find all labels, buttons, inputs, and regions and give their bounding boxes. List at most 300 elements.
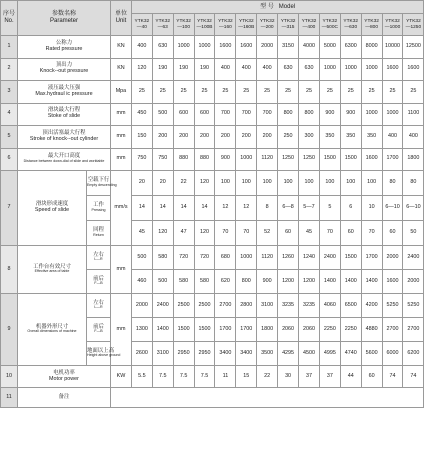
- value-cell: 2800: [236, 294, 257, 318]
- parameter-name-zh: 最大开口高度: [47, 153, 81, 160]
- value-cell: 2400: [152, 294, 173, 318]
- parameter-name-en: Speed of slide: [34, 207, 70, 213]
- sub-parameter-en: Return: [93, 232, 104, 237]
- value-cell: 5000: [319, 36, 340, 59]
- value-cell: 4060: [319, 294, 340, 318]
- value-cell: 1400: [152, 318, 173, 342]
- row-number: 2: [1, 58, 18, 81]
- value-cell: 3235: [278, 294, 299, 318]
- value-cell: 1120: [257, 246, 278, 270]
- model-name: YTK32: [406, 19, 421, 25]
- notes-label: [18, 388, 111, 408]
- model-name: YTK32: [176, 19, 191, 25]
- value-cell: 25: [215, 81, 236, 104]
- value-cell: 700: [236, 103, 257, 126]
- model-name: YTK32: [364, 19, 379, 25]
- model-header-cell: [257, 14, 278, 36]
- value-cell: 100: [215, 171, 236, 196]
- value-cell: 1500: [319, 148, 340, 171]
- value-cell: 50: [403, 221, 424, 246]
- value-cell: 1700: [236, 318, 257, 342]
- model-header-cell: [403, 14, 424, 36]
- value-cell: 25: [236, 81, 257, 104]
- unit-cell: KW: [111, 366, 132, 388]
- value-cell: 350: [340, 126, 361, 149]
- value-cell: 1000: [173, 36, 194, 59]
- value-cell: 750: [131, 148, 152, 171]
- model-name: YTK32: [385, 19, 400, 25]
- parameter-name-zh: 工作台有效尺寸: [33, 263, 71, 270]
- value-cell: 15: [236, 366, 257, 388]
- table-row: [1, 366, 424, 388]
- parameter-name-zh: 滑块形成速度: [35, 201, 69, 208]
- parameter-name-zh: 电机功率: [53, 369, 75, 376]
- value-cell: 630: [299, 58, 320, 81]
- value-cell: 6: [340, 196, 361, 221]
- value-cell: 150: [131, 126, 152, 149]
- value-cell: 800: [236, 270, 257, 294]
- value-cell: 200: [257, 126, 278, 149]
- table-row: [1, 103, 424, 126]
- value-cell: 6300: [340, 36, 361, 59]
- value-cell: 45: [131, 221, 152, 246]
- parameter-cell: [18, 294, 87, 366]
- parameter-name-zh: 顶出活塞最大行程: [42, 129, 86, 136]
- value-cell: 450: [131, 103, 152, 126]
- model-size: —800: [365, 24, 379, 30]
- model-header-cell: [278, 14, 299, 36]
- model-header-cell: [215, 14, 236, 36]
- sub-parameter-en: L—R: [94, 305, 103, 310]
- value-cell: 2700: [215, 294, 236, 318]
- value-cell: 25: [340, 81, 361, 104]
- row-number: 6: [1, 148, 18, 171]
- value-cell: 120: [194, 221, 215, 246]
- parameter-name-en: Max.hydraul ic pressure: [35, 90, 93, 97]
- value-cell: 200: [236, 126, 257, 149]
- value-cell: 2000: [257, 36, 278, 59]
- value-cell: 630: [278, 58, 299, 81]
- header-unit-zh: 单位: [114, 11, 127, 18]
- header-index-zh: 序号: [2, 11, 15, 18]
- value-cell: 100: [278, 171, 299, 196]
- value-cell: 25: [403, 81, 424, 104]
- table-row: [1, 36, 424, 59]
- parameter-name-zh: 公称力: [55, 39, 73, 46]
- value-cell: 880: [194, 148, 215, 171]
- sub-parameter-en: Pressing: [91, 207, 106, 212]
- value-cell: 100: [236, 171, 257, 196]
- parameter-cell: [18, 246, 87, 294]
- value-cell: 25: [257, 81, 278, 104]
- value-cell: 1000: [361, 58, 382, 81]
- value-cell: 200: [215, 126, 236, 149]
- value-cell: 2000: [382, 246, 403, 270]
- value-cell: 250: [278, 126, 299, 149]
- value-cell: 25: [382, 81, 403, 104]
- value-cell: 25: [361, 81, 382, 104]
- model-size: —200: [260, 24, 274, 30]
- value-cell: 700: [257, 103, 278, 126]
- value-cell: 60: [382, 221, 403, 246]
- value-cell: 1500: [194, 318, 215, 342]
- value-cell: 3150: [278, 36, 299, 59]
- table-row: [1, 171, 424, 196]
- value-cell: 70: [236, 221, 257, 246]
- value-cell: 1500: [340, 246, 361, 270]
- value-cell: 500: [131, 246, 152, 270]
- value-cell: 60: [278, 221, 299, 246]
- value-cell: 8000: [361, 36, 382, 59]
- value-cell: 45: [299, 221, 320, 246]
- value-cell: 4740: [340, 342, 361, 366]
- value-cell: 6—10: [382, 196, 403, 221]
- sub-parameter-cell: [87, 221, 111, 246]
- parameter-cell: [18, 81, 111, 104]
- model-header-cell: [382, 14, 403, 36]
- model-header-cell: [340, 14, 361, 36]
- value-cell: 1000: [236, 148, 257, 171]
- value-cell: 620: [215, 270, 236, 294]
- header-model-en: Model: [278, 3, 296, 10]
- value-cell: 120: [194, 171, 215, 196]
- unit-cell: mm: [111, 246, 132, 294]
- header-parameter: [18, 1, 111, 36]
- value-cell: 1250: [278, 148, 299, 171]
- parameter-name-zh: 机器外形尺寸: [35, 323, 69, 330]
- value-cell: 4000: [299, 36, 320, 59]
- value-cell: 22: [257, 366, 278, 388]
- value-cell: 3100: [152, 342, 173, 366]
- value-cell: 10000: [382, 36, 403, 59]
- value-cell: 1500: [340, 148, 361, 171]
- value-cell: 120: [152, 221, 173, 246]
- parameter-name-en: Stroke of knock--out cylinder: [29, 135, 99, 142]
- model-size: —400: [302, 24, 316, 30]
- value-cell: 20: [131, 171, 152, 196]
- value-cell: 400: [257, 58, 278, 81]
- value-cell: 900: [215, 148, 236, 171]
- value-cell: 2400: [319, 246, 340, 270]
- value-cell: 190: [194, 58, 215, 81]
- unit-cell: mm: [111, 126, 132, 149]
- value-cell: 5600: [361, 342, 382, 366]
- value-cell: 80: [403, 171, 424, 196]
- model-size: —1250: [405, 24, 422, 30]
- value-cell: 400: [403, 126, 424, 149]
- value-cell: 14: [173, 196, 194, 221]
- value-cell: 5.5: [131, 366, 152, 388]
- value-cell: 60: [361, 366, 382, 388]
- value-cell: 1000: [194, 36, 215, 59]
- value-cell: 1300: [131, 318, 152, 342]
- model-header-cell: [299, 14, 320, 36]
- value-cell: 2500: [194, 294, 215, 318]
- sub-parameter-zh: 地面以上高: [87, 347, 114, 354]
- value-cell: 12: [215, 196, 236, 221]
- unit-cell: Mpa: [111, 81, 132, 104]
- value-cell: 1400: [361, 270, 382, 294]
- model-name: YTK32: [322, 19, 338, 25]
- value-cell: 900: [340, 103, 361, 126]
- model-name: YTK32: [238, 19, 254, 25]
- value-cell: 720: [194, 246, 215, 270]
- sub-parameter-zh: 前后: [93, 323, 104, 330]
- value-cell: 1600: [361, 148, 382, 171]
- value-cell: 70: [361, 221, 382, 246]
- value-cell: 25: [173, 81, 194, 104]
- value-cell: 1260: [278, 246, 299, 270]
- value-cell: 1800: [257, 318, 278, 342]
- value-cell: 350: [319, 126, 340, 149]
- value-cell: 190: [173, 58, 194, 81]
- value-cell: 52: [257, 221, 278, 246]
- header-model: [131, 1, 423, 14]
- value-cell: 12500: [403, 36, 424, 59]
- value-cell: 580: [152, 246, 173, 270]
- sub-parameter-cell: [87, 318, 111, 342]
- sub-parameter-en: L—R: [94, 257, 103, 262]
- value-cell: 80: [382, 171, 403, 196]
- parameter-name-en: Rated pressure: [45, 45, 83, 52]
- sub-parameter-zh: 工作: [93, 202, 104, 209]
- unit-cell: KN: [111, 36, 132, 59]
- parameter-cell: [18, 148, 111, 171]
- value-cell: 1000: [319, 58, 340, 81]
- row-number: 11: [1, 388, 18, 408]
- table-row: [1, 148, 424, 171]
- value-cell: 120: [131, 58, 152, 81]
- sub-parameter-zh: 左右: [93, 299, 104, 306]
- value-cell: 2700: [403, 318, 424, 342]
- value-cell: 1600: [382, 58, 403, 81]
- value-cell: 1250: [299, 148, 320, 171]
- parameter-name-en: Overall dimensions of machine: [27, 329, 77, 334]
- value-cell: 3100: [257, 294, 278, 318]
- value-cell: 2250: [319, 318, 340, 342]
- value-cell: 5—7: [299, 196, 320, 221]
- parameter-name-zh: 顶出力: [55, 62, 73, 69]
- value-cell: 14: [131, 196, 152, 221]
- value-cell: 2000: [403, 270, 424, 294]
- value-cell: 400: [215, 58, 236, 81]
- value-cell: 37: [319, 366, 340, 388]
- value-cell: 880: [173, 148, 194, 171]
- table-row: [1, 388, 424, 408]
- value-cell: 2950: [173, 342, 194, 366]
- value-cell: 10: [361, 196, 382, 221]
- table-row: [1, 294, 424, 318]
- value-cell: 14: [194, 196, 215, 221]
- value-cell: 25: [319, 81, 340, 104]
- value-cell: 700: [215, 103, 236, 126]
- value-cell: 6200: [403, 342, 424, 366]
- row-number: 8: [1, 246, 18, 294]
- model-size: —630: [344, 24, 358, 30]
- value-cell: 750: [152, 148, 173, 171]
- parameter-cell: [18, 58, 111, 81]
- row-number: 10: [1, 366, 18, 388]
- value-cell: 900: [257, 270, 278, 294]
- sub-parameter-en: F—B: [94, 329, 103, 334]
- value-cell: 4295: [278, 342, 299, 366]
- value-cell: 25: [194, 81, 215, 104]
- value-cell: 5250: [382, 294, 403, 318]
- value-cell: 8: [257, 196, 278, 221]
- sub-parameter-en: F—B: [94, 281, 103, 286]
- unit-cell: mm: [111, 148, 132, 171]
- value-cell: 4200: [361, 294, 382, 318]
- value-cell: 100: [299, 171, 320, 196]
- notes-label-zh: 备注: [58, 393, 70, 400]
- value-cell: 2060: [278, 318, 299, 342]
- value-cell: 25: [152, 81, 173, 104]
- value-cell: 3400: [236, 342, 257, 366]
- value-cell: 2060: [299, 318, 320, 342]
- value-cell: 4880: [361, 318, 382, 342]
- value-cell: 2400: [403, 246, 424, 270]
- parameter-name-zh: 滑块最大行程: [47, 107, 81, 114]
- value-cell: 1800: [403, 148, 424, 171]
- value-cell: 74: [403, 366, 424, 388]
- value-cell: 1120: [257, 148, 278, 171]
- unit-cell: mm: [111, 103, 132, 126]
- value-cell: 1200: [278, 270, 299, 294]
- value-cell: 70: [215, 221, 236, 246]
- value-cell: 1000: [340, 58, 361, 81]
- value-cell: 1240: [299, 246, 320, 270]
- value-cell: 1400: [319, 270, 340, 294]
- table-row: [1, 246, 424, 270]
- model-header-cell: [319, 14, 340, 36]
- table-row: [1, 81, 424, 104]
- value-cell: 400: [236, 58, 257, 81]
- sub-parameter-cell: [87, 171, 117, 196]
- value-cell: 630: [152, 36, 173, 59]
- value-cell: 800: [278, 103, 299, 126]
- parameter-cell: [18, 103, 111, 126]
- value-cell: 200: [173, 126, 194, 149]
- unit-cell: mm/s: [111, 171, 132, 246]
- table-row: [1, 126, 424, 149]
- model-name: YTK32: [343, 19, 359, 25]
- model-size: —500C: [321, 24, 338, 30]
- header-index: [1, 1, 18, 36]
- value-cell: 47: [173, 221, 194, 246]
- sub-parameter-zh: 空载下行: [87, 177, 110, 184]
- sub-parameter-en: Empty descending: [87, 182, 117, 187]
- value-cell: 4500: [299, 342, 320, 366]
- value-cell: 25: [299, 81, 320, 104]
- value-cell: 2500: [173, 294, 194, 318]
- value-cell: 1600: [382, 270, 403, 294]
- value-cell: 100: [257, 171, 278, 196]
- value-cell: 1700: [361, 246, 382, 270]
- value-cell: 1600: [236, 36, 257, 59]
- value-cell: 2250: [340, 318, 361, 342]
- model-size: —100: [177, 24, 191, 30]
- parameter-cell: [18, 36, 111, 59]
- sub-parameter-zh: 回程: [93, 227, 104, 234]
- value-cell: 500: [152, 270, 173, 294]
- value-cell: 1200: [299, 270, 320, 294]
- row-number: 1: [1, 36, 18, 59]
- model-name: YTK32: [155, 19, 171, 25]
- table-row: [1, 58, 424, 81]
- sub-parameter-cell: [87, 270, 111, 294]
- value-cell: 200: [194, 126, 215, 149]
- value-cell: 12: [236, 196, 257, 221]
- value-cell: 5250: [403, 294, 424, 318]
- sub-parameter-cell: [87, 196, 111, 221]
- value-cell: 3500: [257, 342, 278, 366]
- parameter-name-en: Motor power: [49, 375, 79, 382]
- row-number: 7: [1, 171, 18, 246]
- parameter-name-en: Stoke of slide: [47, 113, 81, 120]
- value-cell: 580: [194, 270, 215, 294]
- sub-parameter-en: Height above ground: [87, 353, 121, 358]
- model-size: —315: [281, 24, 295, 30]
- value-cell: 2700: [382, 318, 403, 342]
- model-header-cell: [152, 14, 173, 36]
- model-header-cell: [361, 14, 382, 36]
- model-size: —63: [157, 24, 168, 30]
- header-index-en: No.: [4, 18, 14, 24]
- value-cell: 6—8: [278, 196, 299, 221]
- parameter-name-en: Distance between down-dial of slide and worktable: [23, 159, 105, 164]
- model-name: YTK32: [197, 19, 212, 25]
- value-cell: 400: [131, 36, 152, 59]
- value-cell: 25: [278, 81, 299, 104]
- value-cell: 1700: [382, 148, 403, 171]
- value-cell: 6500: [340, 294, 361, 318]
- value-cell: 30: [278, 366, 299, 388]
- header-parameter-en: Parameter: [49, 18, 78, 24]
- value-cell: 1600: [403, 58, 424, 81]
- value-cell: 4995: [319, 342, 340, 366]
- parameter-name-zh: 液压最大压强: [47, 84, 81, 91]
- value-cell: 300: [299, 126, 320, 149]
- value-cell: 6000: [382, 342, 403, 366]
- model-size: —160: [218, 24, 232, 30]
- header-unit-en: Unit: [115, 18, 127, 24]
- value-cell: 2000: [131, 294, 152, 318]
- model-size: —1000: [384, 24, 401, 30]
- value-cell: 200: [152, 126, 173, 149]
- value-cell: 680: [215, 246, 236, 270]
- value-cell: 1400: [340, 270, 361, 294]
- model-header-cell: [236, 14, 257, 36]
- model-size: —100B: [196, 24, 213, 30]
- header-model-zh: 型 号: [260, 3, 274, 10]
- value-cell: 60: [340, 221, 361, 246]
- value-cell: 580: [173, 270, 194, 294]
- parameter-cell: [18, 126, 111, 149]
- value-cell: 100: [340, 171, 361, 196]
- value-cell: 460: [131, 270, 152, 294]
- value-cell: 6—10: [403, 196, 424, 221]
- header-parameter-zh: 参数名称: [51, 11, 76, 18]
- unit-cell: mm: [111, 294, 132, 366]
- value-cell: 70: [319, 221, 340, 246]
- value-cell: 44: [340, 366, 361, 388]
- value-cell: 37: [299, 366, 320, 388]
- value-cell: 1600: [215, 36, 236, 59]
- value-cell: 400: [382, 126, 403, 149]
- value-cell: 25: [131, 81, 152, 104]
- value-cell: 1700: [215, 318, 236, 342]
- value-cell: 3235: [299, 294, 320, 318]
